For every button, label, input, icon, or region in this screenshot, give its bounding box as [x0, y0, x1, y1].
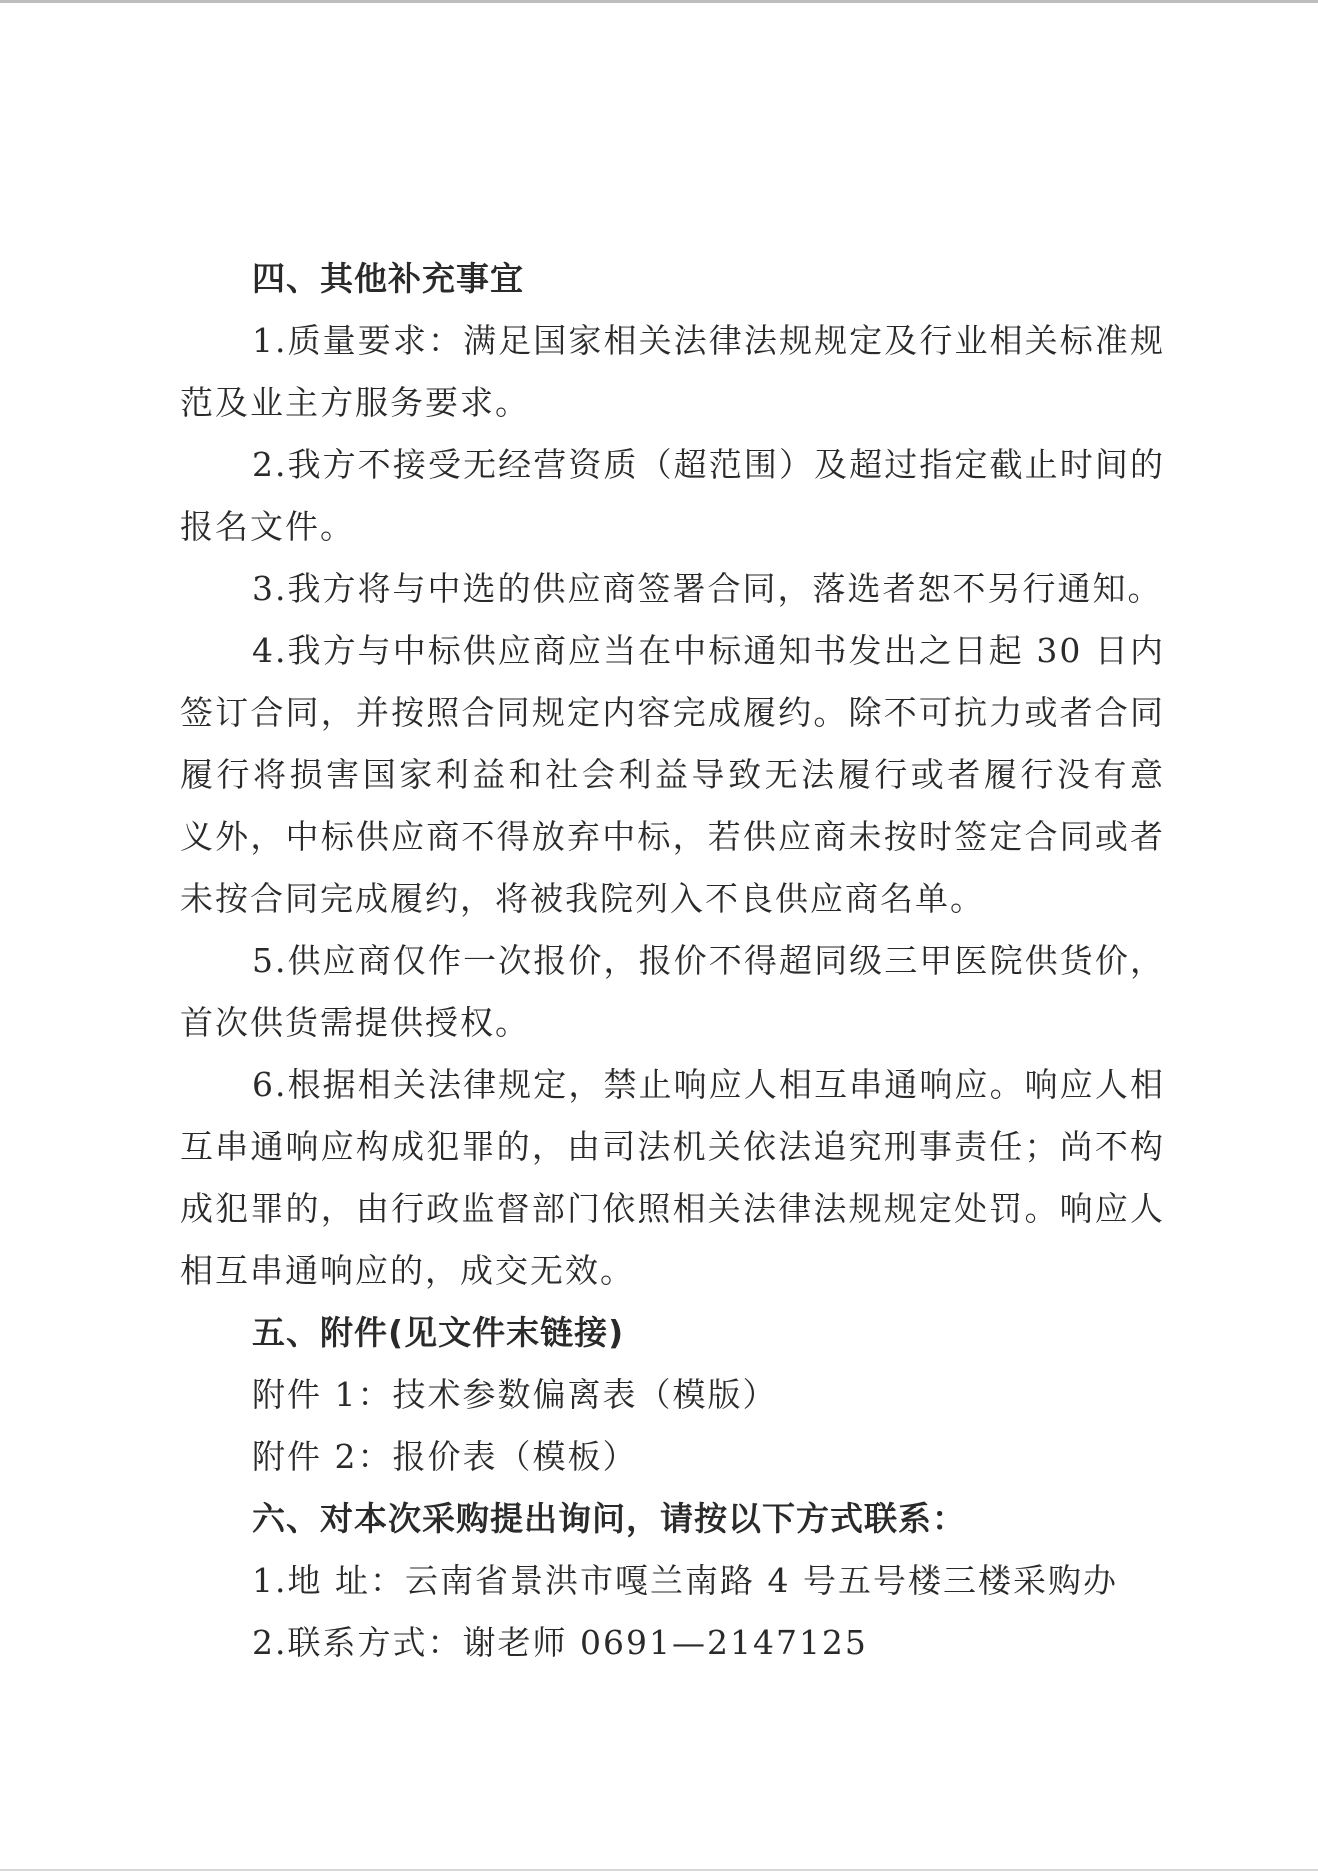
item-1-line-1: 1.质量要求：满足国家相关法律法规规定及行业相关标准规: [252, 321, 1165, 360]
item-2-line-2: 报名文件。: [180, 507, 355, 546]
scan-top-edge: [0, 0, 1318, 3]
item-5-line-1: 5.供应商仅作一次报价，报价不得超同级三甲医院供货价，: [252, 941, 1165, 980]
item-6-line-2: 互串通响应构成犯罪的，由司法机关依法追究刑事责任；尚不构: [180, 1127, 1165, 1166]
item-6-line-3: 成犯罪的，由行政监督部门依照相关法律法规规定处罚。响应人: [180, 1189, 1165, 1228]
attachment-1: 附件 1：技术参数偏离表（模版）: [252, 1375, 778, 1414]
item-4-line-5: 未按合同完成履约，将被我院列入不良供应商名单。: [180, 879, 985, 918]
item-6-line-4: 相互串通响应的，成交无效。: [180, 1251, 635, 1290]
item-4-line-4: 义外，中标供应商不得放弃中标，若供应商未按时签定合同或者: [180, 817, 1165, 856]
item-4-line-2: 签订合同，并按照合同规定内容完成履约。除不可抗力或者合同: [180, 693, 1165, 732]
attachment-2: 附件 2：报价表（模板）: [252, 1437, 638, 1476]
item-2-line-1: 2.我方不接受无经营资质（超范围）及超过指定截止时间的: [252, 445, 1165, 484]
section-4-heading: 四、其他补充事宜: [252, 259, 524, 298]
section-6-heading: 六、对本次采购提出询问，请按以下方式联系：: [252, 1499, 966, 1538]
contact-phone: 2.联系方式：谢老师 0691—2147125: [252, 1623, 868, 1662]
item-6-line-1: 6.根据相关法律规定，禁止响应人相互串通响应。响应人相: [252, 1065, 1165, 1104]
section-5-heading: 五、附件(见文件末链接): [252, 1313, 625, 1352]
contact-address: 1.地 址：云南省景洪市嘎兰南路 4 号五号楼三楼采购办: [252, 1561, 1118, 1600]
document-page: [180, 248, 1165, 1674]
item-5-line-2: 首次供货需提供授权。: [180, 1003, 530, 1042]
item-3-line-1: 3.我方将与中选的供应商签署合同，落选者恕不另行通知。: [252, 569, 1163, 608]
item-1-line-2: 范及业主方服务要求。: [180, 383, 530, 422]
item-4-line-3: 履行将损害国家利益和社会利益导致无法履行或者履行没有意: [180, 755, 1165, 794]
item-4-line-1: 4.我方与中标供应商应当在中标通知书发出之日起 30 日内: [252, 631, 1165, 670]
